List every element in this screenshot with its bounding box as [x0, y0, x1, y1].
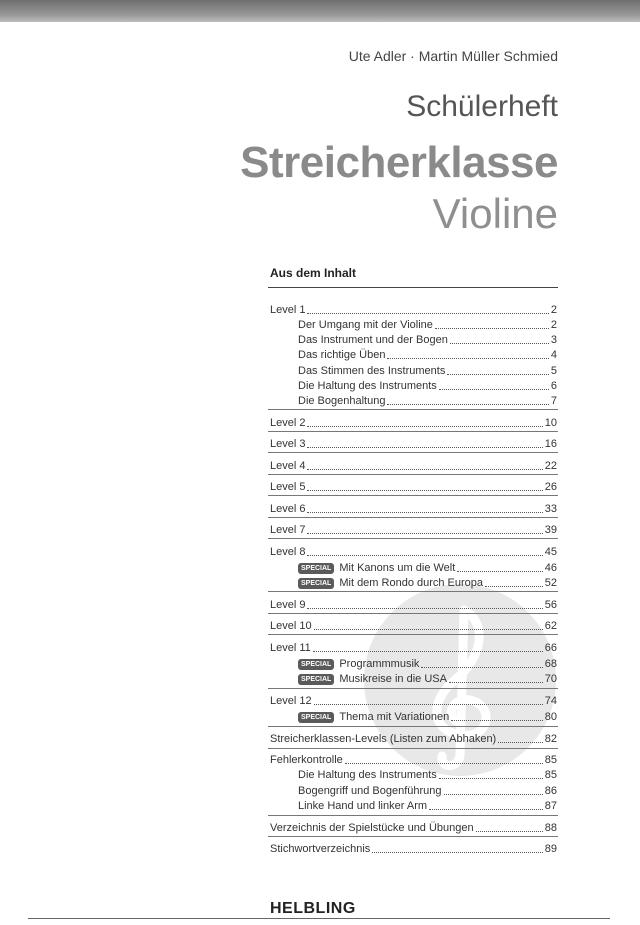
toc-entry-label	[298, 348, 385, 362]
toc-entry-label	[298, 394, 385, 408]
toc-entry-label	[298, 318, 433, 332]
toc-entry-text: Mit Kanons um die Welt	[339, 562, 456, 574]
toc-entry-text: Programmmusik	[339, 658, 420, 670]
toc-entry-text: Die Bogenhaltung	[298, 395, 386, 407]
toc-entry-text: Thema mit Variationen	[339, 711, 450, 723]
toc-leader-dots	[314, 704, 543, 705]
toc-entry-text: Level 7	[270, 524, 306, 536]
toc-entry	[298, 561, 557, 575]
authors-line: Ute Adler · Martin Müller Schmied	[348, 48, 558, 64]
toc-separator	[268, 815, 558, 816]
toc-entry	[270, 821, 557, 835]
special-badge: SPECIAL	[298, 563, 334, 574]
toc-leader-dots	[307, 533, 542, 534]
toc-entry-label	[270, 732, 496, 746]
toc-entry-label	[270, 641, 311, 655]
toc-entry-text: Level 10	[270, 620, 312, 632]
toc-entry-label	[270, 459, 305, 473]
toc-leader-dots	[307, 469, 542, 470]
toc-entry-text: Die Haltung des Instruments	[298, 769, 437, 781]
toc-entry-label	[270, 842, 370, 856]
bottom-rule	[28, 918, 610, 919]
toc-separator	[268, 431, 558, 432]
title-schuelerheft: Schülerheft	[406, 90, 558, 123]
toc-entry	[270, 502, 557, 516]
toc-separator	[268, 538, 558, 539]
toc-entry	[298, 379, 557, 393]
title-violine: Violine	[432, 190, 558, 237]
toc-leader-dots	[450, 343, 549, 344]
toc-entry-text: Das Instrument und der Bogen	[298, 334, 448, 346]
toc-entry	[298, 576, 557, 590]
toc-separator	[268, 474, 558, 475]
toc-page-number: 45	[544, 546, 557, 558]
toc-page-number: 33	[544, 503, 557, 515]
toc-entry-text: Level 5	[270, 481, 306, 493]
toc-leader-dots	[307, 608, 542, 609]
toc-entry-text: Level 4	[270, 460, 306, 472]
toc-entry	[270, 842, 557, 856]
toc-leader-dots	[372, 852, 542, 853]
toc-entry-label	[270, 502, 305, 516]
toc-entry-text: Fehlerkontrolle	[270, 754, 343, 766]
toc-page-number: 4	[550, 349, 557, 361]
toc-entry-label	[298, 657, 419, 671]
toc-page-number: 88	[544, 822, 557, 834]
toc-leader-dots	[307, 313, 548, 314]
toc-entry-label	[298, 710, 449, 724]
toc-page-number: 89	[544, 843, 557, 855]
toc-entry	[270, 545, 557, 559]
toc-leader-dots	[439, 389, 549, 390]
toc-entry-label	[298, 784, 442, 798]
toc-entry-label	[270, 545, 305, 559]
toc-separator	[268, 748, 558, 749]
toc-page-number: 3	[550, 334, 557, 346]
toc-entry-label	[298, 333, 448, 347]
toc-entry	[270, 416, 557, 430]
toc-entry-label	[270, 416, 305, 430]
toc-page-number: 10	[544, 417, 557, 429]
toc-page-number: 46	[544, 562, 557, 574]
toc-entry-text: Stichwortverzeichnis	[270, 843, 371, 855]
toc-entry	[298, 799, 557, 813]
toc-page-number: 22	[544, 460, 557, 472]
toc-leader-dots	[421, 667, 542, 668]
toc-entry-text: Level 6	[270, 503, 306, 515]
toc-entry-label	[270, 523, 305, 537]
toc-page-number: 52	[544, 577, 557, 589]
toc-entry-label	[270, 821, 474, 835]
toc-page-number: 2	[550, 304, 557, 316]
toc-entry-text: Mit dem Rondo durch Europa	[339, 577, 484, 589]
toc-entry-text: Level 3	[270, 438, 306, 450]
toc-entry	[298, 333, 557, 347]
special-badge: SPECIAL	[298, 674, 334, 685]
toc-leader-dots	[307, 447, 542, 448]
toc-page-number: 62	[544, 620, 557, 632]
toc-page-number: 74	[544, 695, 557, 707]
toc-entry	[298, 364, 557, 378]
toc-entry-text: Level 9	[270, 599, 306, 611]
toc-page-number: 87	[544, 800, 557, 812]
toc-page-number: 68	[544, 658, 557, 670]
toc-separator	[268, 634, 558, 635]
toc-entry-label	[298, 364, 445, 378]
toc-entry-text: Die Haltung des Instruments	[298, 380, 437, 392]
toc-leader-dots	[307, 490, 542, 491]
toc-leader-dots	[387, 358, 548, 359]
toc-page-number: 66	[544, 642, 557, 654]
toc-page-number: 82	[544, 733, 557, 745]
toc-entry	[270, 732, 557, 746]
toc-entry	[270, 641, 557, 655]
toc-heading: Aus dem Inhalt	[270, 266, 357, 280]
toc-separator	[268, 836, 558, 837]
toc-entry-text: Level 1	[270, 304, 306, 316]
toc-page-number: 16	[544, 438, 557, 450]
toc-page-number: 6	[550, 380, 557, 392]
toc-page-number: 80	[544, 711, 557, 723]
toc-entry	[298, 768, 557, 782]
toc-entry-label	[270, 303, 305, 317]
toc-entry	[298, 657, 557, 671]
toc-leader-dots	[449, 682, 543, 683]
toc-entry-label	[298, 768, 437, 782]
toc-entry	[298, 318, 557, 332]
toc-entry-text: Level 8	[270, 546, 306, 558]
toc-leader-dots	[387, 404, 548, 405]
toc-leader-dots	[314, 629, 543, 630]
toc-top-rule	[268, 287, 558, 288]
toc-entry	[270, 459, 557, 473]
toc-separator	[268, 688, 558, 689]
toc-leader-dots	[451, 720, 543, 721]
special-badge: SPECIAL	[298, 659, 334, 670]
toc-entry-text: Musikreise in die USA	[339, 673, 447, 685]
toc-page-number: 86	[544, 785, 557, 797]
toc-entry	[270, 437, 557, 451]
toc-entry-text: Verzeichnis der Spielstücke und Übungen	[270, 822, 474, 834]
toc-separator	[268, 613, 558, 614]
toc-entry-label	[270, 753, 343, 767]
special-badge: SPECIAL	[298, 578, 334, 589]
toc-entry-label	[270, 619, 312, 633]
toc-separator	[268, 726, 558, 727]
toc-page-number: 26	[544, 481, 557, 493]
toc-entry-text: Level 11	[270, 642, 311, 654]
toc-entry	[298, 672, 557, 686]
toc-entry	[298, 784, 557, 798]
toc-page-number: 5	[550, 365, 557, 377]
toc-entry	[270, 303, 557, 317]
toc-separator	[268, 517, 558, 518]
toc-separator	[268, 452, 558, 453]
toc-entry	[270, 694, 557, 708]
toc-entry-text: Level 12	[270, 695, 312, 707]
toc-page-number: 7	[550, 395, 557, 407]
toc-entry-label	[270, 598, 305, 612]
toc-separator	[268, 591, 558, 592]
toc-leader-dots	[435, 328, 549, 329]
toc-page-number: 56	[544, 599, 557, 611]
toc-leader-dots	[345, 763, 543, 764]
toc-leader-dots	[444, 794, 543, 795]
toc-entry-label	[298, 379, 437, 393]
toc-entry	[270, 753, 557, 767]
toc-leader-dots	[485, 586, 543, 587]
toc-entry-label	[270, 480, 305, 494]
toc-page-number: 85	[544, 754, 557, 766]
toc-entry-text: Linke Hand und linker Arm	[298, 800, 428, 812]
toc-leader-dots	[429, 809, 543, 810]
title-streicherklasse: Streicherklasse	[240, 138, 558, 187]
toc-entry-label	[298, 561, 455, 575]
toc-leader-dots	[457, 571, 542, 572]
toc-page-number: 39	[544, 524, 557, 536]
toc-page-number: 2	[550, 319, 557, 331]
toc-entry-text: Das richtige Üben	[298, 349, 386, 361]
publisher-logo: HELBLING	[270, 900, 356, 917]
toc-entry-text: Der Umgang mit der Violine	[298, 319, 433, 331]
toc-page-number: 70	[544, 673, 557, 685]
toc-leader-dots	[307, 426, 542, 427]
toc-page-number: 85	[544, 769, 557, 781]
toc-entry-text: Das Stimmen des Instruments	[298, 365, 446, 377]
toc-entry	[298, 710, 557, 724]
toc-entry-label	[298, 799, 427, 813]
toc-leader-dots	[498, 742, 543, 743]
toc-entry	[270, 523, 557, 537]
toc-leader-dots	[447, 374, 549, 375]
toc-entry-label	[270, 437, 305, 451]
toc-entry-text: Streicherklassen-Levels (Listen zum Abhaken)	[270, 733, 497, 745]
toc-separator	[268, 409, 558, 410]
toc-entry-text: Level 2	[270, 417, 306, 429]
toc-entry-label	[298, 576, 483, 590]
toc-entry	[298, 348, 557, 362]
toc-entry	[270, 598, 557, 612]
toc-entry	[298, 394, 557, 408]
toc-entry	[270, 480, 557, 494]
toc-entry-label	[270, 694, 312, 708]
special-badge: SPECIAL	[298, 712, 334, 723]
toc-leader-dots	[307, 512, 542, 513]
toc-entry-text: Bogengriff und Bogenführung	[298, 785, 442, 797]
toc-separator	[268, 495, 558, 496]
toc-leader-dots	[476, 831, 543, 832]
toc-leader-dots	[307, 555, 542, 556]
toc-leader-dots	[313, 651, 543, 652]
top-gray-band	[0, 0, 640, 22]
toc-entry-label	[298, 672, 447, 686]
toc-entry	[270, 619, 557, 633]
toc-leader-dots	[439, 778, 543, 779]
